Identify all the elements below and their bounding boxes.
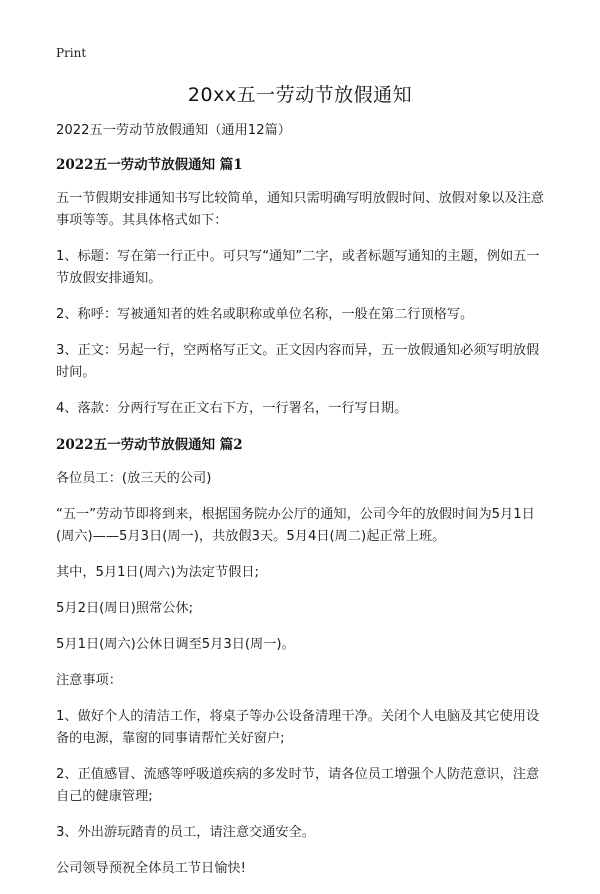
print-label[interactable]: Print	[56, 46, 87, 60]
paragraph: 注意事项：	[56, 673, 122, 688]
paragraph: 2、称呼：写被通知者的姓名或职称或单位名称，一般在第二行顶格写。	[56, 307, 474, 322]
document-body	[56, 120, 546, 894]
paragraph: 五一节假期安排通知书写比较简单，通知只需明确写明放假时间、放假对象以及注意事项等等。其具体格式如下：	[56, 191, 544, 228]
paragraph: 4、落款：分两行写在正文右下方，一行署名，一行写日期。	[56, 401, 408, 416]
paragraph: 3、外出游玩踏青的员工，请注意交通安全。	[56, 825, 315, 840]
page-title: 20xx五一劳动节放假通知	[187, 84, 413, 106]
paragraph: 其中，5月1日(周六)为法定节假日;	[56, 565, 259, 580]
paragraph: 2、正值感冒、流感等呼吸道疾病的多发时节，请各位员工增强个人防范意识，注意自己的健康管理;	[56, 767, 540, 804]
section-heading-1: 2022五一劳动节放假通知 篇1	[56, 157, 243, 173]
paragraph: 5月1日(周六)公休日调至5月3日(周一)。	[56, 637, 295, 652]
document-subtitle: 2022五一劳动节放假通知（通用12篇）	[56, 123, 291, 138]
paragraph: 公司领导预祝全体员工节日愉快!	[56, 861, 246, 876]
paragraph: “五一”劳动节即将到来，根据国务院办公厅的通知，公司今年的放假时间为5月1日(周六)——5月3日(周一)，共放假3天。5月4日(周二)起正常上班。	[56, 507, 535, 544]
paragraph: 1、做好个人的清洁工作，将桌子等办公设备清理干净。关闭个人电脑及其它使用设备的电源，靠窗的同事请帮忙关好窗户;	[56, 709, 540, 746]
paragraph: 各位员工：(放三天的公司)	[56, 471, 212, 486]
paragraph: 1、标题：写在第一行正中。可只写“通知”二字，或者标题写通知的主题，例如五一节放假安排通知。	[56, 249, 540, 286]
paragraph: 5月2日(周日)照常公休;	[56, 601, 194, 616]
paragraph: 3、正文：另起一行，空两格写正文。正文因内容而异，五一放假通知必须写明放假时间。	[56, 343, 540, 380]
section-heading-2: 2022五一劳动节放假通知 篇2	[56, 437, 243, 453]
